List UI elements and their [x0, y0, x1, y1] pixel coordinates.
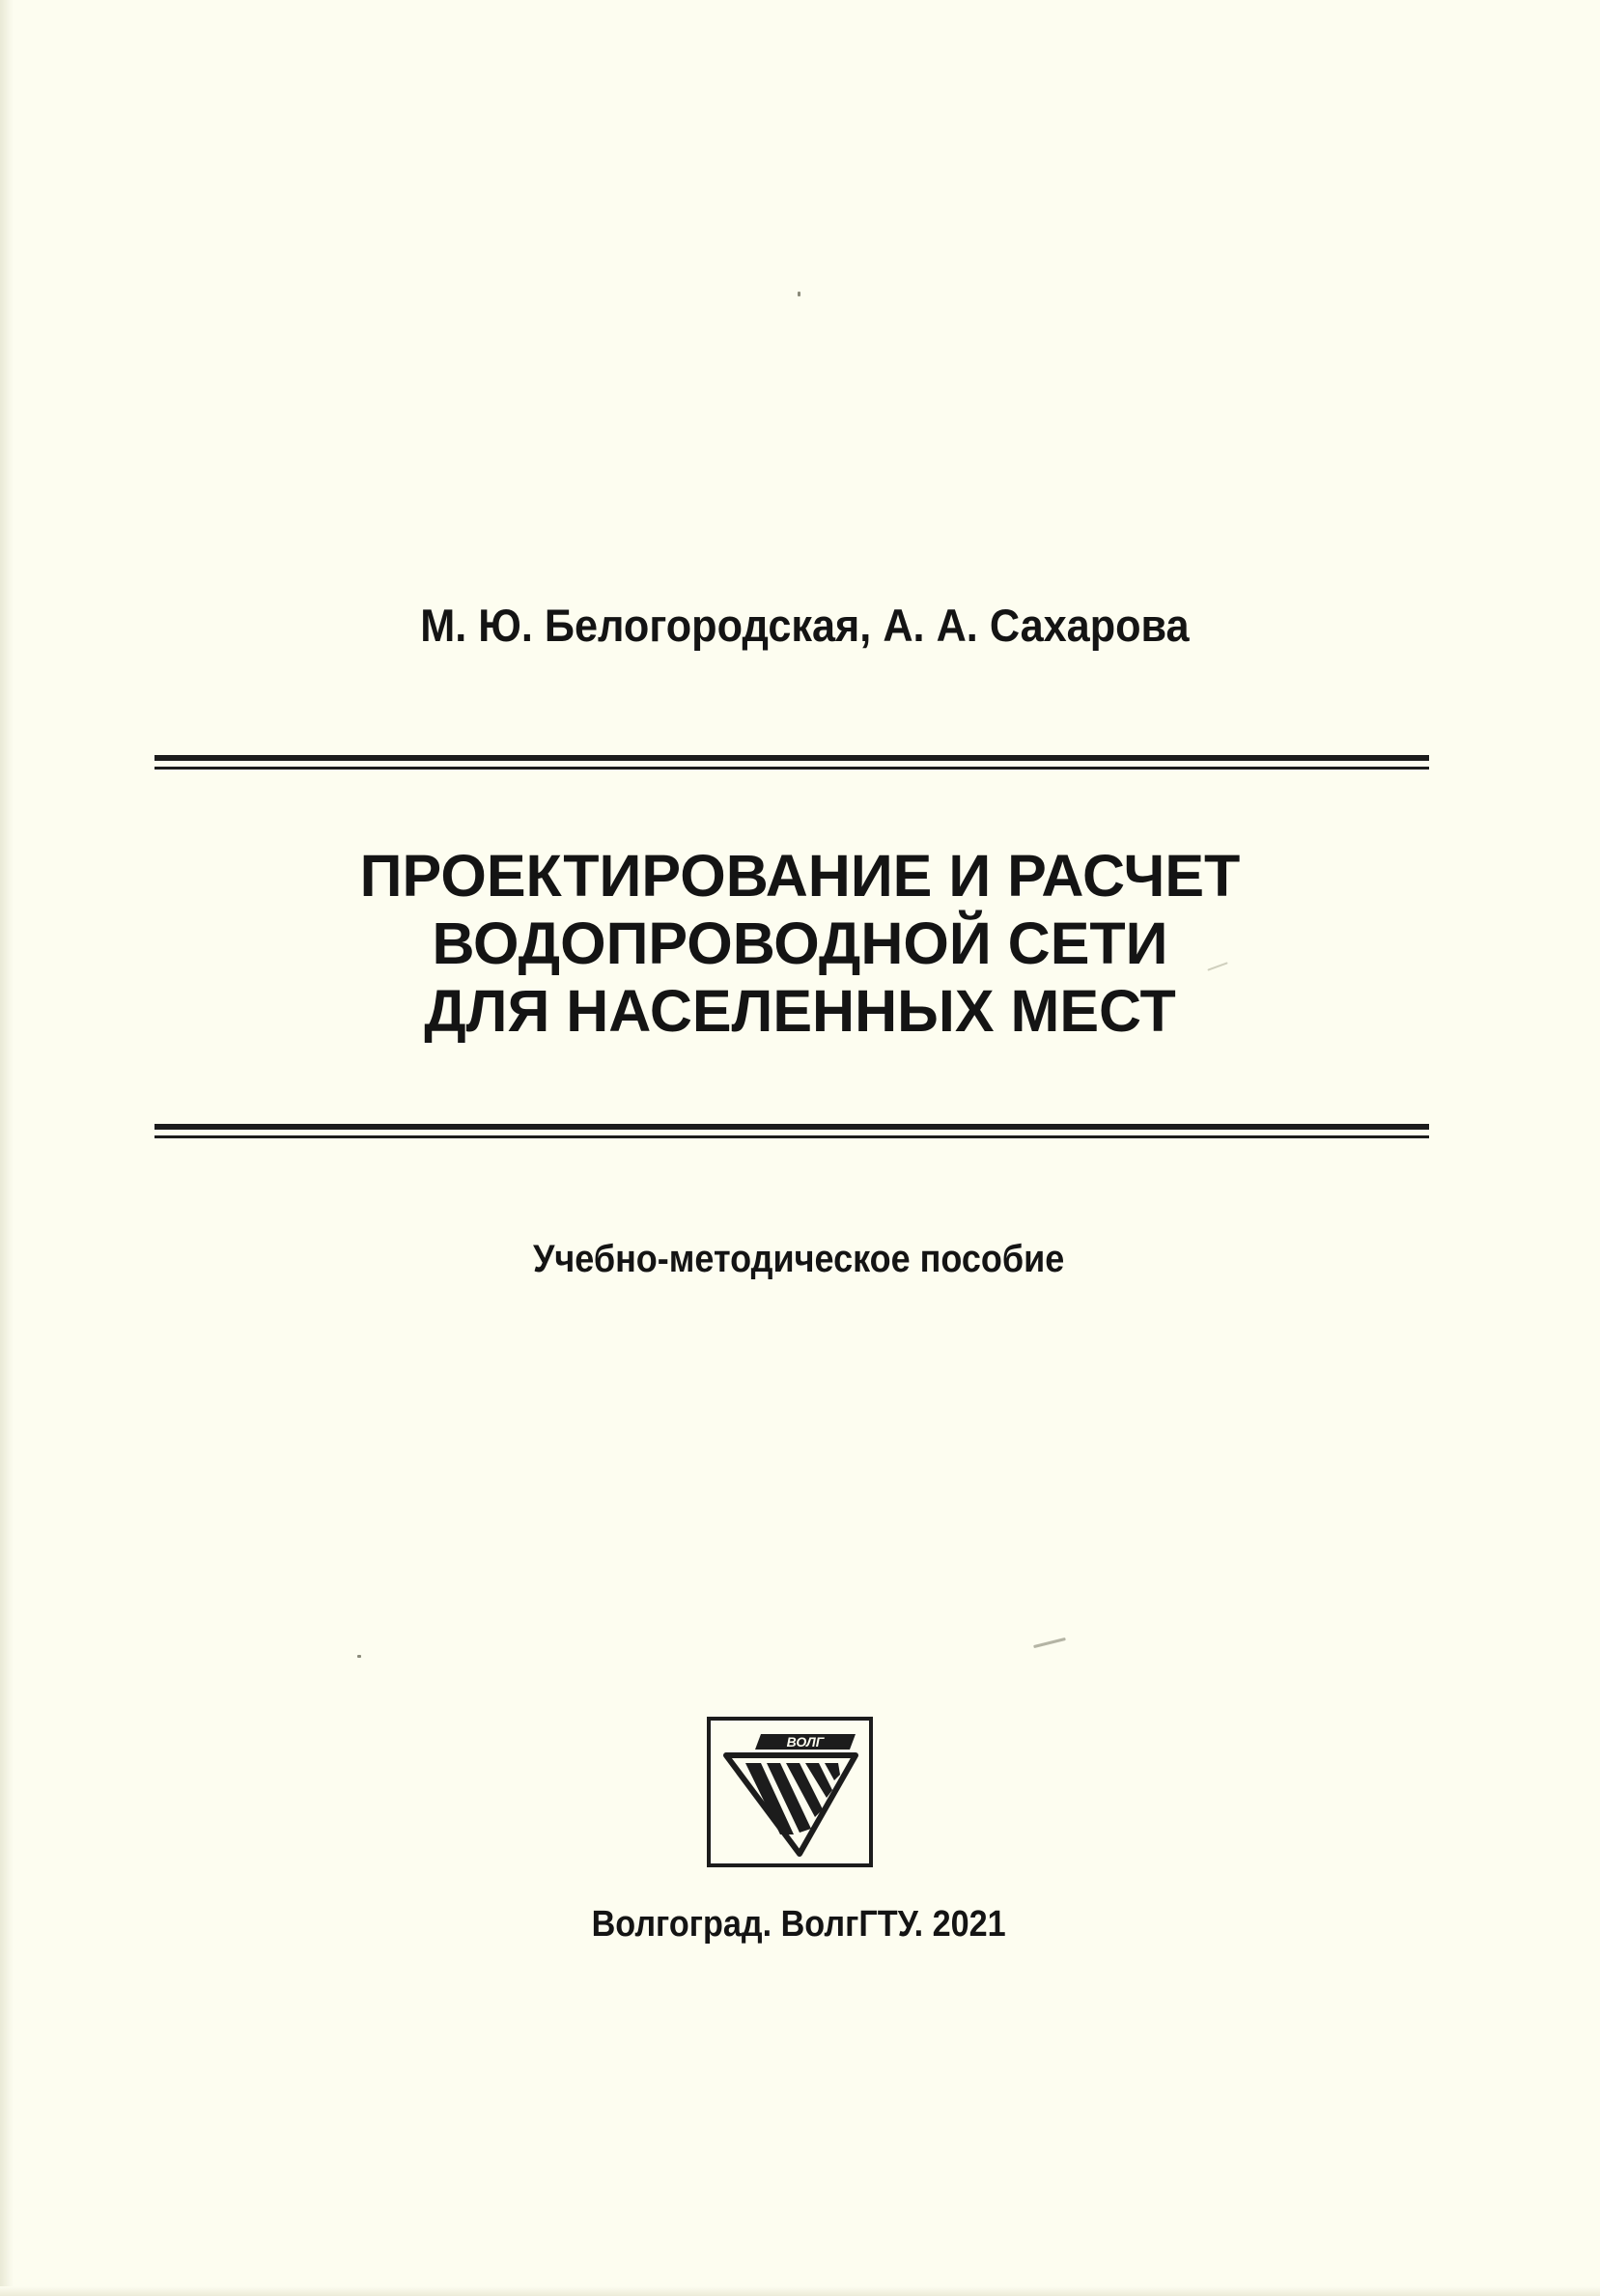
title-line-3: ДЛЯ НАСЕЛЕННЫХ МЕСТ: [424, 978, 1176, 1044]
double-rule-bottom: [154, 1124, 1429, 1138]
title-line-1: ПРОЕКТИРОВАНИЕ И РАСЧЕТ: [359, 843, 1241, 909]
title-line-2: ВОДОПРОВОДНОЙ СЕТИ: [432, 910, 1168, 976]
book-title: [0, 842, 1600, 1045]
double-rule-top: [154, 755, 1429, 770]
scan-speck: [1033, 1638, 1066, 1648]
scan-speck: [798, 292, 800, 296]
authors-line: М. Ю. Белогородская, А. А. Сахарова: [420, 600, 1190, 651]
logo-text: ВОЛГ: [786, 1734, 825, 1750]
scan-speck: [357, 1655, 361, 1658]
volgtu-logo-icon: [707, 1717, 873, 1867]
scan-shadow-left: [0, 0, 14, 2296]
publication-type: Учебно-методическое пособие: [532, 1238, 1065, 1280]
publisher-imprint: Волгоград. ВолгГТУ. 2021: [591, 1904, 1006, 1945]
scan-shadow-bottom: [0, 2286, 1600, 2296]
